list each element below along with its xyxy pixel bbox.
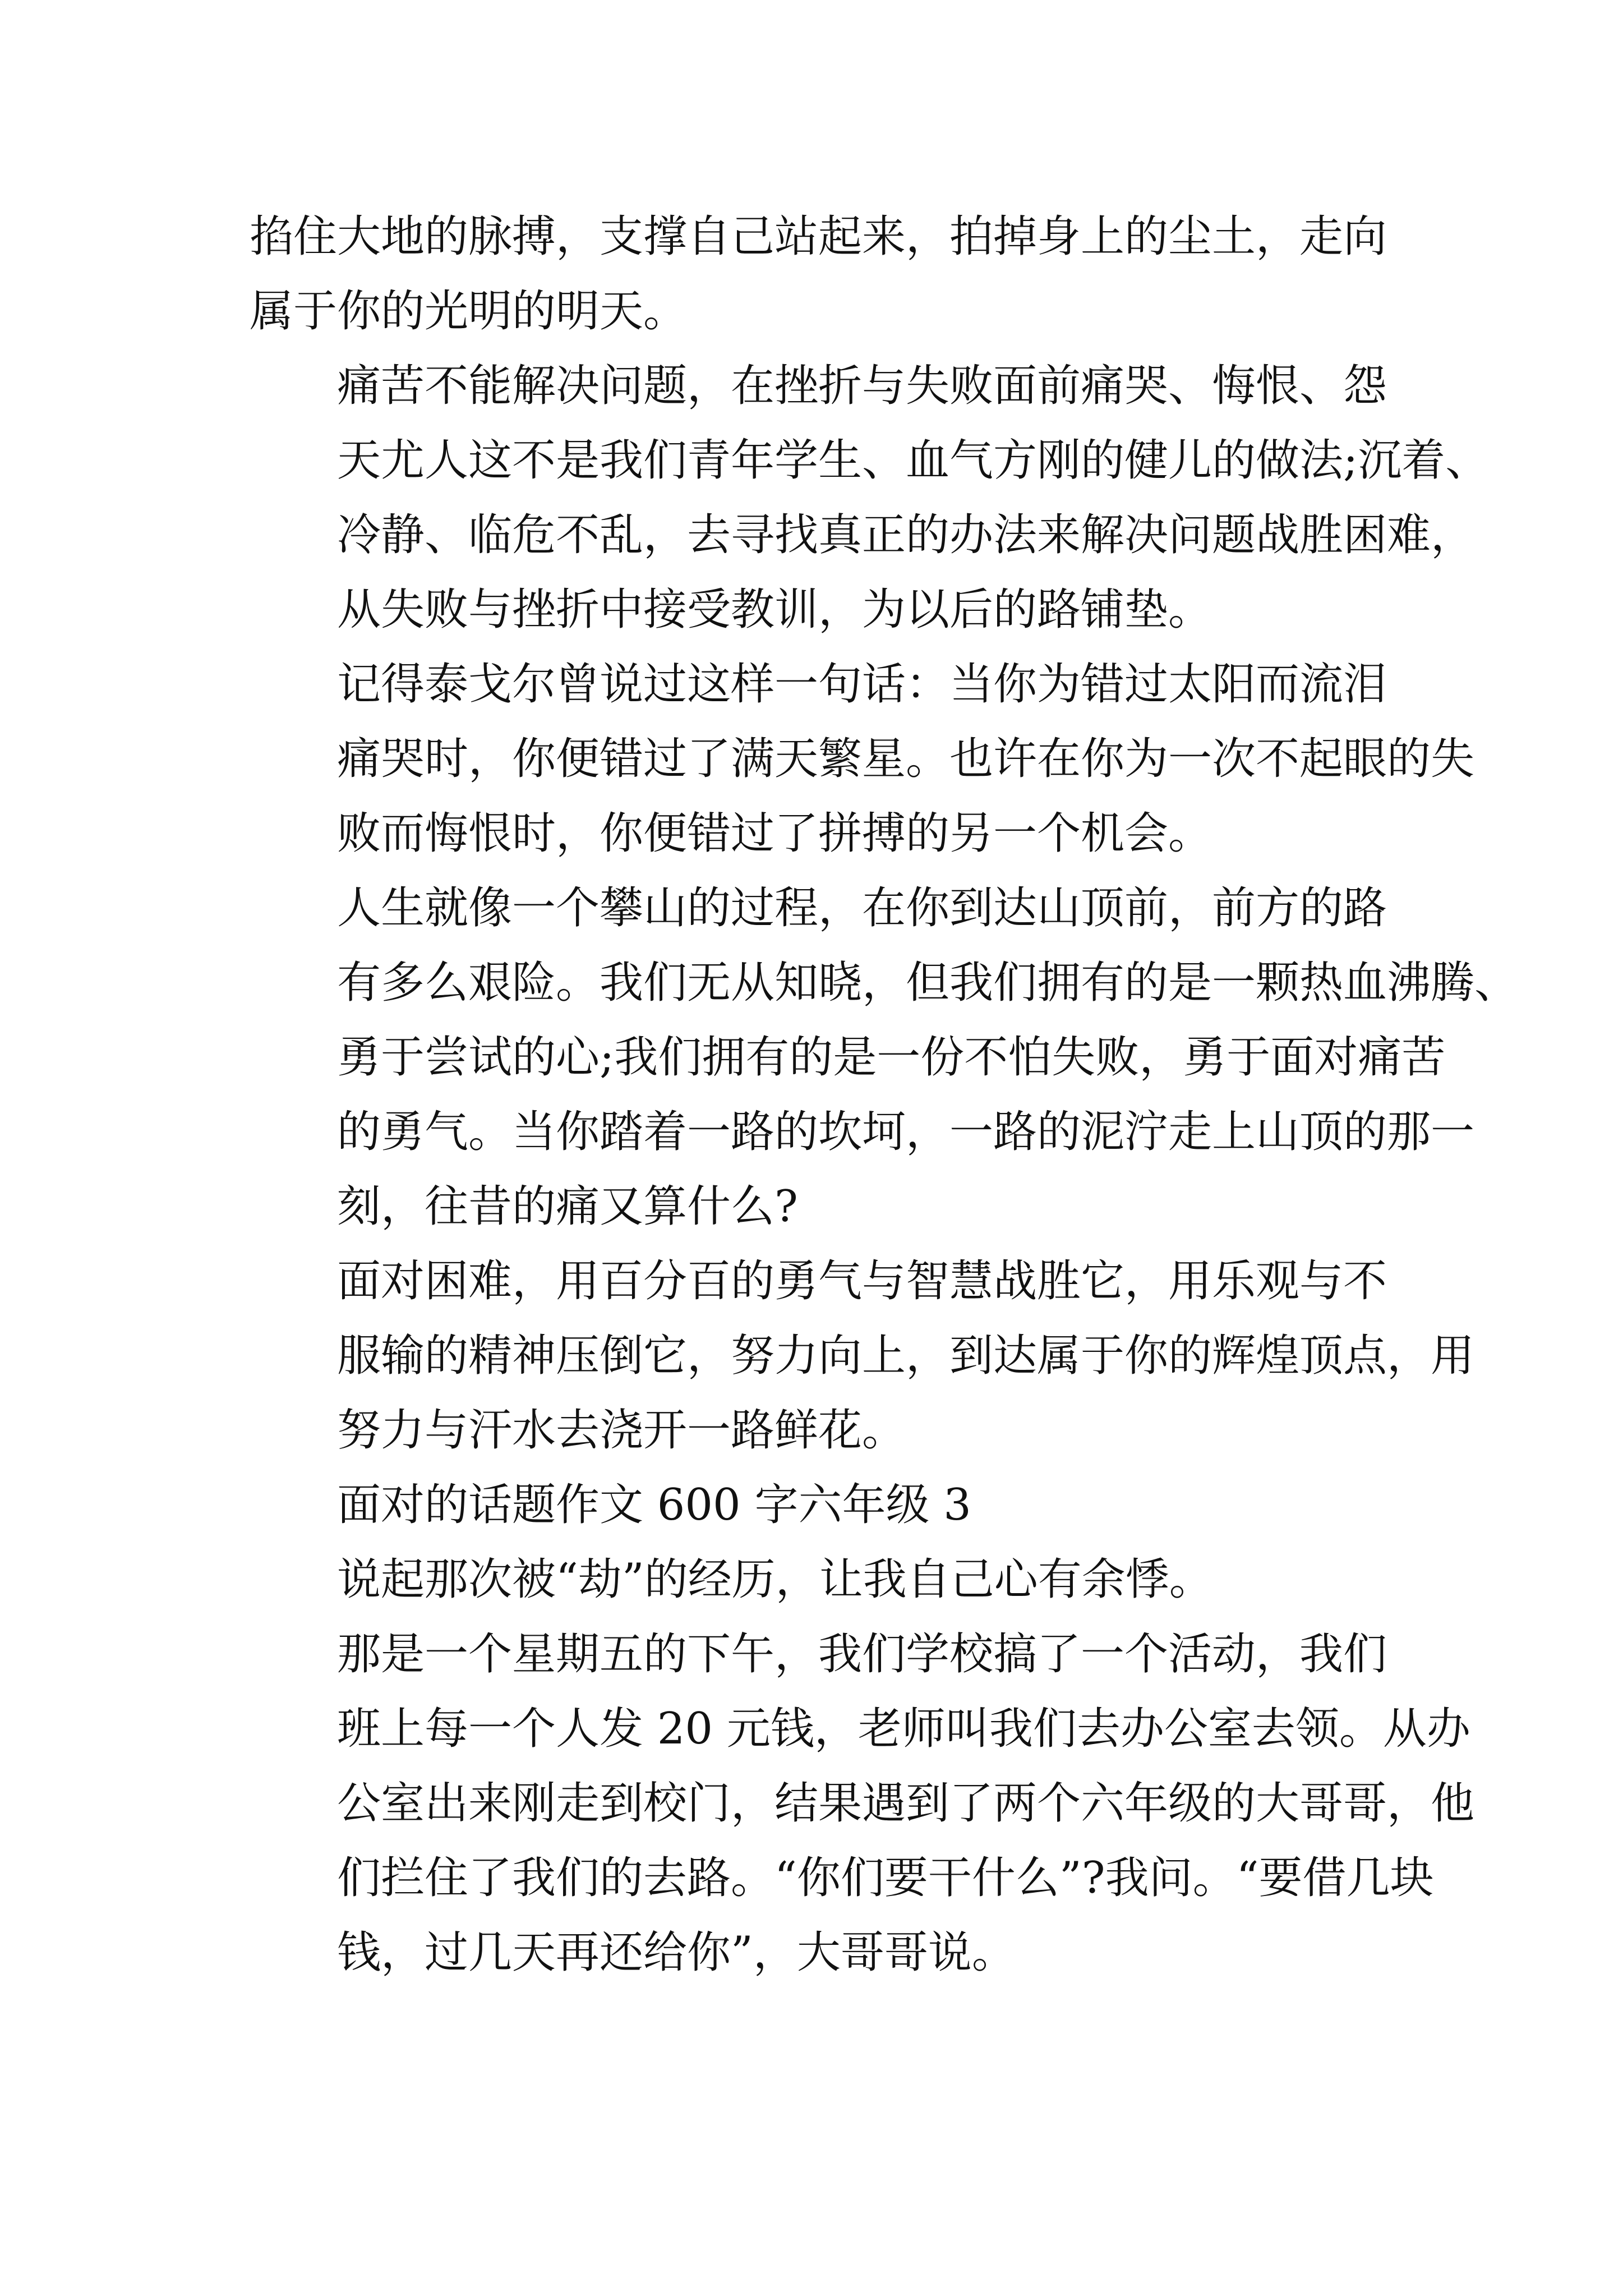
text-line: 公室出来刚走到校门，结果遇到了两个六年级的大哥哥，他 (337, 1778, 1475, 1829)
text-line: 说起那次被“劫”的经历，让我自己心有余悸。 (337, 1554, 1213, 1605)
text-line: 人生就像一个攀山的过程，在你到达山顶前，前方的路 (337, 883, 1387, 933)
text-line: 记得泰戈尔曾说过这样一句话：当你为错过太阳而流泪 (337, 659, 1387, 710)
document-body (250, 200, 1519, 1990)
text-line: 刻，往昔的痛又算什么? (337, 1181, 798, 1232)
paragraph (250, 349, 1490, 647)
text-line: 面对的话题作文 600 字六年级 3 (337, 1480, 971, 1530)
text-line: 班上每一个人发 20 元钱，老师叫我们去办公室去领。从办 (337, 1704, 1470, 1754)
text-line: 服输的精神压倒它，努力向上，到达属于你的辉煌顶点，用 (337, 1331, 1475, 1381)
text-line: 有多么艰险。我们无从知晓，但我们拥有的是一颗热血沸腾、 (337, 958, 1519, 1008)
text-line: 痛哭时，你便错过了满天繁星。也许在你为一次不起眼的失 (337, 734, 1475, 784)
paragraph (250, 1244, 1475, 1468)
paragraph (250, 871, 1519, 1244)
paragraph (250, 1617, 1475, 1990)
text-line: 冷静、临危不乱，去寻找真正的办法来解决问题战胜困难， (337, 510, 1475, 560)
text-line: 面对困难，用百分百的勇气与智慧战胜它，用乐观与不 (337, 1256, 1387, 1306)
paragraph (250, 1543, 1388, 1617)
text-line: 掐住大地的脉搏，支撑自己站起来，拍掉身上的尘土，走向 (250, 211, 1387, 262)
text-line: 从失败与挫折中接受教训，为以后的路铺垫。 (337, 585, 1212, 635)
text-line: 败而悔恨时，你便错过了拼搏的另一个机会。 (337, 808, 1212, 859)
paragraph (250, 200, 1388, 349)
paragraph (250, 647, 1475, 871)
paragraph (250, 1468, 1388, 1543)
text-line: 勇于尝试的心;我们拥有的是一份不怕失败，勇于面对痛苦 (337, 1032, 1446, 1083)
text-line: 属于你的光明的明天。 (250, 286, 688, 337)
text-line: 痛苦不能解决问题，在挫折与失败面前痛哭、悔恨、怨 (337, 361, 1387, 411)
text-line: 们拦住了我们的去路。“你们要干什么”?我问。“要借几块 (337, 1853, 1434, 1903)
text-line: 的勇气。当你踏着一路的坎坷，一路的泥泞走上山顶的那一 (337, 1107, 1475, 1157)
text-line: 那是一个星期五的下午，我们学校搞了一个活动，我们 (337, 1629, 1387, 1680)
text-line: 努力与汗水去浇开一路鲜花。 (337, 1405, 906, 1456)
text-line: 天尤人这不是我们青年学生、血气方刚的健儿的做法;沉着、 (337, 435, 1490, 486)
text-line: 钱，过几天再还给你”，大哥哥说。 (337, 1927, 1016, 1978)
